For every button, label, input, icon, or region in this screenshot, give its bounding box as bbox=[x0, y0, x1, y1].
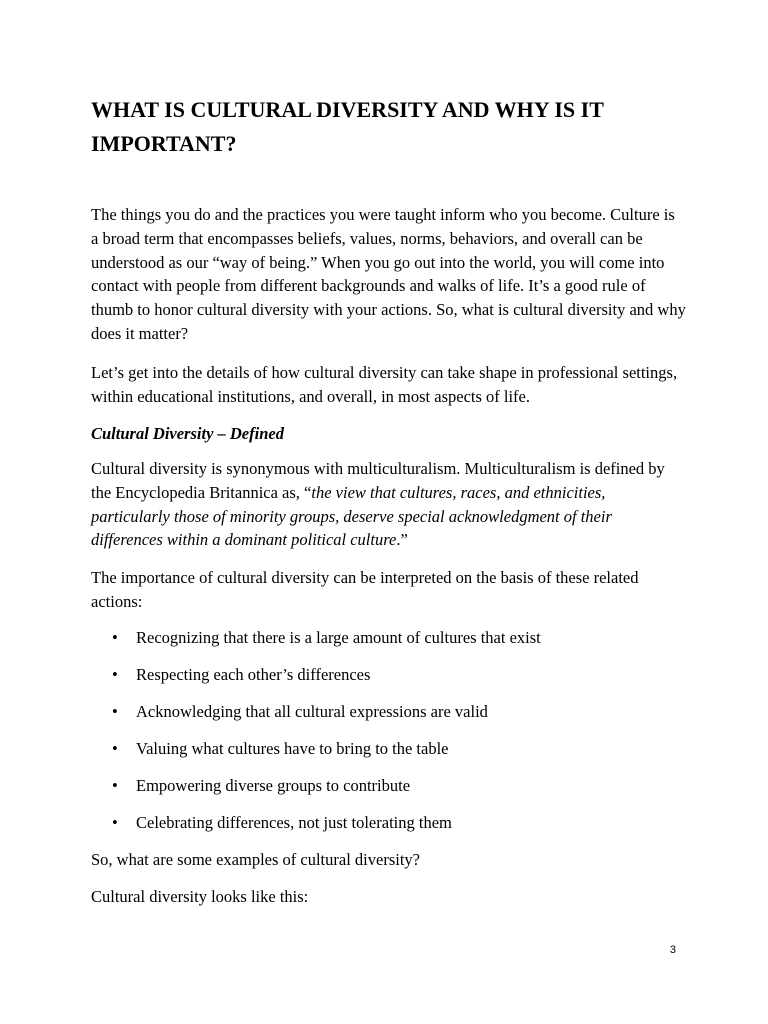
list-item-text: Recognizing that there is a large amount of cultures that exist bbox=[136, 628, 541, 647]
bullet-icon: • bbox=[112, 665, 118, 684]
list-item bbox=[91, 811, 691, 848]
bullet-icon: • bbox=[112, 702, 118, 721]
definition-paragraph bbox=[91, 457, 686, 552]
importance-paragraph: The importance of cultural diversity can be interpreted on the basis of these related actions: bbox=[91, 568, 639, 611]
bullet-icon: • bbox=[112, 739, 118, 758]
list-item-text: Valuing what cultures have to bring to the table bbox=[136, 739, 449, 758]
list-item bbox=[91, 737, 691, 774]
list-item-text: Respecting each other’s differences bbox=[136, 665, 371, 684]
list-item bbox=[91, 774, 691, 811]
intro-paragraph: The things you do and the practices you were taught inform who you become. Culture is a broad term that encompasses beliefs, values, norms, behaviors, and overall can be understood as our “way of being.” When you go out into the world, you will come into contact with people from different backgrounds and walks of life. It’s a good rule of thumb to honor cultural diversity with your actions. So, what is cultural diversity and why does it matter? bbox=[91, 205, 686, 343]
page-number: 3 bbox=[669, 944, 676, 956]
bullet-icon: • bbox=[112, 776, 118, 795]
bullet-icon: • bbox=[112, 628, 118, 647]
actions-list bbox=[91, 626, 691, 848]
list-item bbox=[91, 663, 691, 700]
list-item bbox=[91, 626, 691, 663]
list-item bbox=[91, 700, 691, 737]
bullet-icon: • bbox=[112, 813, 118, 832]
definition-lead: Cultural diversity is synonymous with multiculturalism. Multiculturalism is defined by the Encyclopedia Britannica as, “ bbox=[91, 459, 665, 502]
examples-question: So, what are some examples of cultural diversity? bbox=[91, 850, 420, 869]
list-item-text: Acknowledging that all cultural expressions are valid bbox=[136, 702, 488, 721]
list-item-text: Celebrating differences, not just tolerating them bbox=[136, 813, 452, 832]
details-paragraph: Let’s get into the details of how cultural diversity can take shape in professional settings, within educational institutions, and overall, in most aspects of life. bbox=[91, 363, 678, 406]
britannica-quote: the view that cultures, races, and ethnicities, particularly those of minority groups, deserve special acknowledgment of their differences within a dominant political culture bbox=[91, 482, 612, 550]
list-item-text: Empowering diverse groups to contribute bbox=[136, 776, 411, 795]
section-subheading: Cultural Diversity – Defined bbox=[91, 424, 284, 443]
definition-end: .” bbox=[396, 530, 408, 550]
page-title: WHAT IS CULTURAL DIVERSITY AND WHY IS IT IMPORTANT? bbox=[91, 97, 604, 156]
examples-lead: Cultural diversity looks like this: bbox=[91, 887, 309, 906]
